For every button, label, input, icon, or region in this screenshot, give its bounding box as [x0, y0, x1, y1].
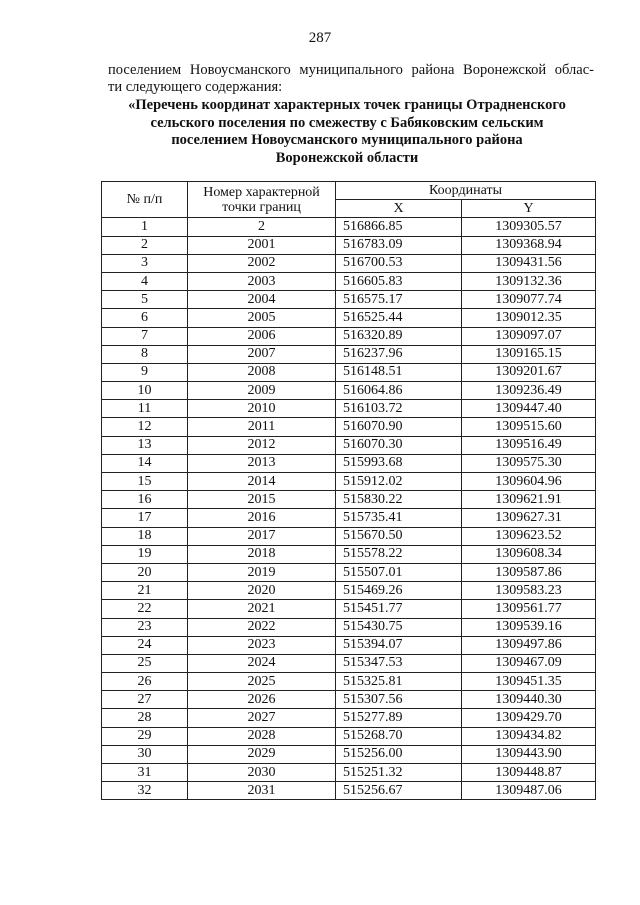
point-number-cell: 2024 [188, 654, 336, 672]
row-number-cell: 28 [102, 709, 188, 727]
y-coordinate-cell: 1309487.06 [462, 782, 596, 800]
intro-paragraph [108, 62, 594, 96]
point-number-cell: 2031 [188, 782, 336, 800]
y-coordinate-cell: 1309627.31 [462, 509, 596, 527]
table-row [102, 527, 596, 545]
header-coordinates: Координаты [336, 182, 596, 200]
point-number-cell: 2008 [188, 363, 336, 381]
header-x: X [336, 200, 462, 218]
point-number-cell: 2 [188, 218, 336, 236]
x-coordinate-cell: 515394.07 [336, 636, 462, 654]
x-coordinate-cell: 515277.89 [336, 709, 462, 727]
row-number-cell: 4 [102, 272, 188, 290]
x-coordinate-cell: 516783.09 [336, 236, 462, 254]
point-number-cell: 2029 [188, 745, 336, 763]
y-coordinate-cell: 1309515.60 [462, 418, 596, 436]
y-coordinate-cell: 1309012.35 [462, 309, 596, 327]
x-coordinate-cell: 516103.72 [336, 400, 462, 418]
header-y: Y [462, 200, 596, 218]
y-coordinate-cell: 1309621.91 [462, 491, 596, 509]
row-number-cell: 29 [102, 727, 188, 745]
table-row [102, 636, 596, 654]
y-coordinate-cell: 1309077.74 [462, 291, 596, 309]
row-number-cell: 27 [102, 691, 188, 709]
x-coordinate-cell: 515251.32 [336, 764, 462, 782]
row-number-cell: 14 [102, 454, 188, 472]
point-number-cell: 2012 [188, 436, 336, 454]
header-number: № п/п [102, 182, 188, 218]
table-row [102, 345, 596, 363]
x-coordinate-cell: 515670.50 [336, 527, 462, 545]
row-number-cell: 10 [102, 382, 188, 400]
row-number-cell: 11 [102, 400, 188, 418]
table-row [102, 382, 596, 400]
point-number-cell: 2015 [188, 491, 336, 509]
y-coordinate-cell: 1309451.35 [462, 673, 596, 691]
row-number-cell: 22 [102, 600, 188, 618]
y-coordinate-cell: 1309608.34 [462, 545, 596, 563]
x-coordinate-cell: 516525.44 [336, 309, 462, 327]
y-coordinate-cell: 1309201.67 [462, 363, 596, 381]
y-coordinate-cell: 1309604.96 [462, 473, 596, 491]
row-number-cell: 15 [102, 473, 188, 491]
row-number-cell: 13 [102, 436, 188, 454]
y-coordinate-cell: 1309448.87 [462, 764, 596, 782]
point-number-cell: 2019 [188, 563, 336, 581]
table-body [102, 218, 596, 800]
point-number-cell: 2016 [188, 509, 336, 527]
table-row [102, 309, 596, 327]
x-coordinate-cell: 515451.77 [336, 600, 462, 618]
y-coordinate-cell: 1309447.40 [462, 400, 596, 418]
point-number-cell: 2014 [188, 473, 336, 491]
intro-line-2: ти следующего содержания: [108, 79, 283, 95]
table-row [102, 764, 596, 782]
point-number-cell: 2017 [188, 527, 336, 545]
y-coordinate-cell: 1309497.86 [462, 636, 596, 654]
x-coordinate-cell: 516064.86 [336, 382, 462, 400]
x-coordinate-cell: 515256.00 [336, 745, 462, 763]
y-coordinate-cell: 1309575.30 [462, 454, 596, 472]
table-row [102, 563, 596, 581]
x-coordinate-cell: 515307.56 [336, 691, 462, 709]
x-coordinate-cell: 516070.90 [336, 418, 462, 436]
x-coordinate-cell: 516237.96 [336, 345, 462, 363]
point-number-cell: 2030 [188, 764, 336, 782]
row-number-cell: 26 [102, 673, 188, 691]
x-coordinate-cell: 515469.26 [336, 582, 462, 600]
x-coordinate-cell: 515256.67 [336, 782, 462, 800]
point-number-cell: 2020 [188, 582, 336, 600]
row-number-cell: 5 [102, 291, 188, 309]
row-number-cell: 1 [102, 218, 188, 236]
row-number-cell: 9 [102, 363, 188, 381]
x-coordinate-cell: 516148.51 [336, 363, 462, 381]
x-coordinate-cell: 515735.41 [336, 509, 462, 527]
row-number-cell: 31 [102, 764, 188, 782]
table-row [102, 327, 596, 345]
y-coordinate-cell: 1309434.82 [462, 727, 596, 745]
point-number-cell: 2009 [188, 382, 336, 400]
y-coordinate-cell: 1309368.94 [462, 236, 596, 254]
point-number-cell: 2028 [188, 727, 336, 745]
y-coordinate-cell: 1309236.49 [462, 382, 596, 400]
table-row [102, 727, 596, 745]
x-coordinate-cell: 515993.68 [336, 454, 462, 472]
row-number-cell: 3 [102, 254, 188, 272]
table-row [102, 782, 596, 800]
table-heading [100, 97, 594, 167]
table-row [102, 272, 596, 290]
row-number-cell: 32 [102, 782, 188, 800]
row-number-cell: 25 [102, 654, 188, 672]
row-number-cell: 16 [102, 491, 188, 509]
table-row [102, 582, 596, 600]
table-row [102, 545, 596, 563]
x-coordinate-cell: 515268.70 [336, 727, 462, 745]
row-number-cell: 2 [102, 236, 188, 254]
point-number-cell: 2004 [188, 291, 336, 309]
point-number-cell: 2018 [188, 545, 336, 563]
x-coordinate-cell: 515912.02 [336, 473, 462, 491]
table-row [102, 654, 596, 672]
x-coordinate-cell: 516320.89 [336, 327, 462, 345]
y-coordinate-cell: 1309132.36 [462, 272, 596, 290]
header-point-number: Номер характерной точки границ [188, 182, 336, 218]
table-row [102, 291, 596, 309]
y-coordinate-cell: 1309583.23 [462, 582, 596, 600]
row-number-cell: 12 [102, 418, 188, 436]
x-coordinate-cell: 516866.85 [336, 218, 462, 236]
point-number-cell: 2001 [188, 236, 336, 254]
row-number-cell: 7 [102, 327, 188, 345]
y-coordinate-cell: 1309165.15 [462, 345, 596, 363]
row-number-cell: 6 [102, 309, 188, 327]
x-coordinate-cell: 515578.22 [336, 545, 462, 563]
x-coordinate-cell: 515430.75 [336, 618, 462, 636]
y-coordinate-cell: 1309467.09 [462, 654, 596, 672]
x-coordinate-cell: 515507.01 [336, 563, 462, 581]
table-row [102, 436, 596, 454]
table-row [102, 673, 596, 691]
row-number-cell: 17 [102, 509, 188, 527]
point-number-cell: 2013 [188, 454, 336, 472]
intro-line-1: поселением Новоусманского муниципального района Воронежской облас- [108, 62, 594, 78]
x-coordinate-cell: 515830.22 [336, 491, 462, 509]
row-number-cell: 8 [102, 345, 188, 363]
table-row [102, 218, 596, 236]
x-coordinate-cell: 516575.17 [336, 291, 462, 309]
row-number-cell: 23 [102, 618, 188, 636]
table-row [102, 618, 596, 636]
y-coordinate-cell: 1309429.70 [462, 709, 596, 727]
x-coordinate-cell: 516700.53 [336, 254, 462, 272]
x-coordinate-cell: 516605.83 [336, 272, 462, 290]
y-coordinate-cell: 1309305.57 [462, 218, 596, 236]
point-number-cell: 2005 [188, 309, 336, 327]
y-coordinate-cell: 1309443.90 [462, 745, 596, 763]
y-coordinate-cell: 1309516.49 [462, 436, 596, 454]
y-coordinate-cell: 1309431.56 [462, 254, 596, 272]
y-coordinate-cell: 1309587.86 [462, 563, 596, 581]
table-row [102, 691, 596, 709]
heading-line-4: Воронежской области [275, 149, 419, 166]
point-number-cell: 2021 [188, 600, 336, 618]
table-row [102, 473, 596, 491]
point-number-cell: 2003 [188, 272, 336, 290]
table-row [102, 600, 596, 618]
x-coordinate-cell: 515347.53 [336, 654, 462, 672]
coordinates-table [101, 181, 596, 800]
point-number-cell: 2026 [188, 691, 336, 709]
table-row [102, 400, 596, 418]
heading-line-1: «Перечень координат характерных точек границы Отрадненского [128, 97, 566, 113]
row-number-cell: 30 [102, 745, 188, 763]
table-row [102, 418, 596, 436]
row-number-cell: 24 [102, 636, 188, 654]
table-row [102, 236, 596, 254]
table-row [102, 491, 596, 509]
point-number-cell: 2006 [188, 327, 336, 345]
table-row [102, 509, 596, 527]
y-coordinate-cell: 1309440.30 [462, 691, 596, 709]
point-number-cell: 2007 [188, 345, 336, 363]
table-row [102, 709, 596, 727]
table-row [102, 745, 596, 763]
point-number-cell: 2002 [188, 254, 336, 272]
x-coordinate-cell: 516070.30 [336, 436, 462, 454]
table-row [102, 454, 596, 472]
row-number-cell: 19 [102, 545, 188, 563]
x-coordinate-cell: 515325.81 [336, 673, 462, 691]
row-number-cell: 21 [102, 582, 188, 600]
table-row [102, 254, 596, 272]
point-number-cell: 2023 [188, 636, 336, 654]
point-number-cell: 2025 [188, 673, 336, 691]
y-coordinate-cell: 1309561.77 [462, 600, 596, 618]
row-number-cell: 20 [102, 563, 188, 581]
y-coordinate-cell: 1309097.07 [462, 327, 596, 345]
point-number-cell: 2011 [188, 418, 336, 436]
row-number-cell: 18 [102, 527, 188, 545]
point-number-cell: 2027 [188, 709, 336, 727]
point-number-cell: 2022 [188, 618, 336, 636]
point-number-cell: 2010 [188, 400, 336, 418]
y-coordinate-cell: 1309539.16 [462, 618, 596, 636]
y-coordinate-cell: 1309623.52 [462, 527, 596, 545]
heading-line-3: поселением Новоусманского муниципального района [171, 132, 523, 148]
heading-line-2: сельского поселения по смежеству с Бабяковским сельским [150, 114, 544, 131]
table-row [102, 363, 596, 381]
page-number: 287 [308, 30, 332, 46]
